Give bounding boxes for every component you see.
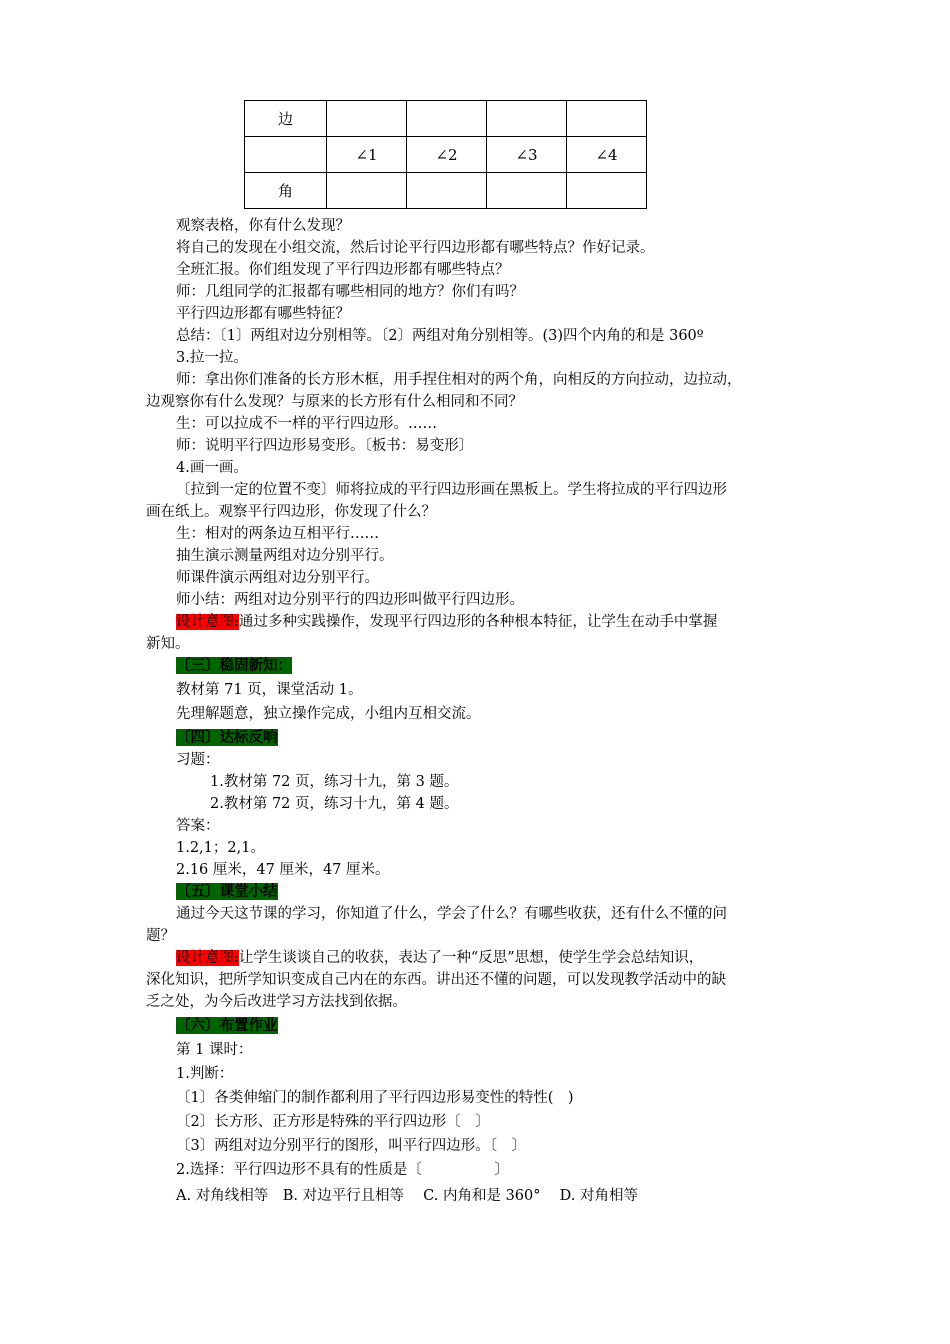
- table-cell: ∠3: [487, 137, 567, 173]
- judgment-item: 〔3〕两组对边分别平行的图形，叫平行四边形。〔 〕: [176, 1138, 526, 1154]
- section-heading-label: 〔三〕稳固新知：: [176, 657, 292, 674]
- paragraph: 答案：: [176, 818, 220, 834]
- paragraph: 〔拉到一定的位置不变〕师将拉成的平行四边形画在黑板上。学生将拉成的平行四边形: [176, 482, 727, 498]
- paragraph: 边观察你有什么发现？与原来的长方形有什么相同和不同？: [146, 394, 523, 410]
- paragraph: 抽生演示测量两组对边分别平行。: [176, 548, 394, 564]
- paragraph: 深化知识，把所学知识变成自己内在的东西。讲出还不懂的问题，可以发现教学活动中的缺: [146, 972, 726, 988]
- answer-item: 2.16 厘米，47 厘米，47 厘米。: [176, 862, 390, 878]
- paragraph: 师：拿出你们准备的长方形木框，用手捏住相对的两个角，向相反的方向拉动，边拉动，: [176, 372, 742, 388]
- choice-options: A. 对角线相等 B. 对边平行且相等 C. 内角和是 360° D. 对角相等: [176, 1188, 638, 1204]
- table-cell: [487, 101, 567, 137]
- table-cell: [407, 173, 487, 209]
- paragraph: 乏之处，为今后改进学习方法找到依据。: [146, 994, 407, 1010]
- design-intent-text: 让学生谈谈自己的收获，表达了一种“反思”思想，使学生学会总结知识，: [238, 950, 704, 966]
- section-heading-label: 〔六〕布置作业: [176, 1017, 278, 1034]
- judgment-item: 〔2〕长方形、正方形是特殊的平行四边形〔 〕: [176, 1114, 490, 1130]
- table-cell: [327, 173, 407, 209]
- summary-paragraph: 总结：〔1〕两组对边分别相等。〔2〕两组对角分别相等。(3)四个内角的和是 360º: [176, 328, 704, 344]
- section-heading: [176, 656, 292, 676]
- table-cell: [567, 101, 647, 137]
- paragraph: 第 1 课时：: [176, 1042, 253, 1058]
- design-intent-text: 通过多种实践操作，发现平行四边形的各种根本特征，让学生在动手中掌握: [238, 614, 718, 630]
- paragraph: 画在纸上。观察平行四边形，你发现了什么？: [146, 504, 436, 520]
- paragraph: 题？: [146, 928, 175, 944]
- paragraph: 1.判断：: [176, 1066, 234, 1082]
- table-cell: ∠1: [327, 137, 407, 173]
- design-intent-label: 设计意图:: [176, 950, 239, 966]
- judgment-item: 〔1〕各类伸缩门的制作都利用了平行四边形易变性的特性( ): [176, 1090, 574, 1106]
- table-row: [245, 137, 647, 173]
- table-cell: 边: [245, 101, 327, 137]
- section-heading: [176, 882, 278, 902]
- design-intent-paragraph: [176, 612, 717, 632]
- table-cell: [567, 173, 647, 209]
- exercise-item: 1.教材第 72 页，练习十九，第 3 题。: [210, 774, 459, 790]
- paragraph: 师课件演示两组对边分别平行。: [176, 570, 379, 586]
- section-heading-label: 〔四〕达标反响: [176, 729, 278, 746]
- paragraph: 全班汇报。你们组发现了平行四边形都有哪些特点？: [176, 262, 510, 278]
- paragraph: 生：相对的两条边互相平行……: [176, 526, 379, 542]
- table-row: [245, 173, 647, 209]
- step-heading: 4.画一画。: [176, 460, 248, 476]
- table-cell: [487, 173, 567, 209]
- paragraph: 将自己的发现在小组交流，然后讨论平行四边形都有哪些特点？作好记录。: [176, 240, 655, 256]
- paragraph: 平行四边形都有哪些特征？: [176, 306, 350, 322]
- paragraph: 师：说明平行四边形易变形。〔板书：易变形〕: [176, 438, 474, 454]
- design-intent-paragraph: [176, 948, 703, 968]
- section-heading-label: 〔五〕课堂小结: [176, 883, 278, 900]
- table-cell: [407, 101, 487, 137]
- table-cell: [245, 137, 327, 173]
- design-intent-label: 设计意图:: [176, 614, 239, 630]
- section-heading: [176, 1016, 278, 1036]
- paragraph: 师：几组同学的汇报都有哪些相同的地方？你们有吗？: [176, 284, 524, 300]
- answer-item: 1.2,1；2,1。: [176, 840, 265, 856]
- paragraph: 师小结：两组对边分别平行的四边形叫做平行四边形。: [176, 592, 524, 608]
- observation-table: [244, 100, 647, 209]
- table-row: [245, 101, 647, 137]
- paragraph: 先理解题意，独立操作完成，小组内互相交流。: [176, 706, 481, 722]
- paragraph: 通过今天这节课的学习，你知道了什么，学会了什么？有哪些收获，还有什么不懂的问: [176, 906, 727, 922]
- paragraph: 新知。: [146, 636, 190, 652]
- table-cell: ∠4: [567, 137, 647, 173]
- table-cell: 角: [245, 173, 327, 209]
- section-heading: [176, 728, 278, 748]
- paragraph: 教材第 71 页，课堂活动 1。: [176, 682, 363, 698]
- paragraph: 生：可以拉成不一样的平行四边形。……: [176, 416, 437, 432]
- paragraph: 观察表格，你有什么发现？: [176, 218, 350, 234]
- exercise-item: 2.教材第 72 页，练习十九，第 4 题。: [210, 796, 459, 812]
- table-cell: ∠2: [407, 137, 487, 173]
- step-heading: 3.拉一拉。: [176, 350, 248, 366]
- choice-question: 2.选择：平行四边形不具有的性质是〔 〕: [176, 1162, 509, 1178]
- paragraph: 习题：: [176, 752, 220, 768]
- table-cell: [327, 101, 407, 137]
